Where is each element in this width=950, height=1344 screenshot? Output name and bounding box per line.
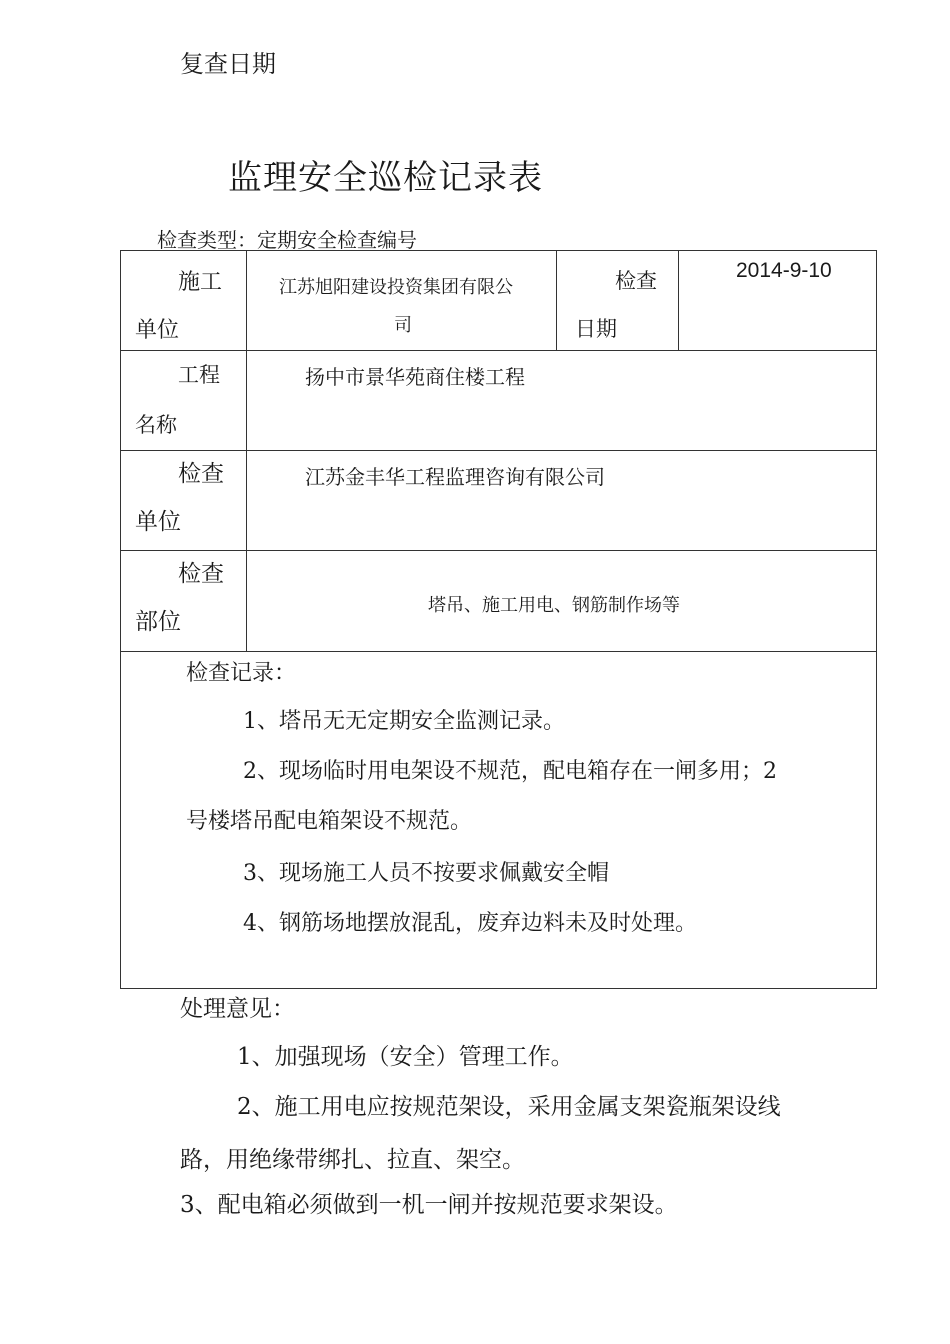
check-date-label-line1: 检查	[615, 269, 657, 293]
project-name-label-cell	[121, 351, 247, 451]
inspection-area-value: 塔吊、施工用电、钢筋制作场等	[428, 595, 680, 616]
record-item-2-line1: 2、现场临时用电架设不规范，配电箱存在一闸多用；2	[243, 759, 777, 784]
records-cell	[121, 652, 877, 989]
project-name-label-line1: 工程	[178, 363, 220, 387]
records-heading: 检查记录：	[186, 661, 297, 686]
inspection-type-line: 检查类型：定期安全检查编号	[157, 228, 417, 252]
construction-unit-label-line2: 单位	[135, 318, 180, 343]
opinion-item-2-line2: 路，用绝缘带绑扎、拉直、架空。	[180, 1147, 525, 1173]
inspection-area-value-cell	[247, 551, 877, 652]
records-row	[121, 652, 877, 989]
record-item-1: 1、塔吊无无定期安全监测记录。	[243, 709, 565, 734]
inspection-area-label-line1: 检查	[178, 561, 224, 587]
project-name-label-line2: 名称	[135, 413, 177, 437]
construction-unit-value-line1: 江苏旭阳建设投资集团有限公	[279, 277, 513, 298]
project-name-row	[121, 351, 877, 451]
opinion-item-1: 1、加强现场（安全）管理工作。	[237, 1044, 574, 1070]
record-item-3: 3、现场施工人员不按要求佩戴安全帽	[243, 861, 609, 886]
inspection-unit-label-cell	[121, 451, 247, 551]
project-name-value: 扬中市景华苑商住楼工程	[305, 365, 525, 389]
inspection-unit-value-cell	[247, 451, 877, 551]
inspection-unit-label-line2: 单位	[135, 509, 181, 535]
construction-unit-row	[121, 251, 877, 351]
inspection-area-label-line2: 部位	[135, 609, 181, 635]
check-date-value-cell	[679, 251, 877, 351]
opinion-heading: 处理意见：	[180, 996, 295, 1022]
opinion-item-3: 3、配电箱必须做到一机一闸并按规范要求架设。	[180, 1192, 678, 1218]
inspection-area-row	[121, 551, 877, 652]
construction-unit-value-cell	[247, 251, 557, 351]
inspection-unit-value: 江苏金丰华工程监理咨询有限公司	[305, 465, 605, 489]
construction-unit-value-line2: 司	[394, 315, 412, 336]
page-title: 监理安全巡检记录表	[228, 158, 543, 198]
check-date-value: 2014-9-10	[736, 259, 832, 282]
opinion-item-2-line1: 2、施工用电应按规范架设，采用金属支架瓷瓶架设线	[237, 1094, 781, 1120]
inspection-area-label-cell	[121, 551, 247, 652]
check-date-label-cell	[557, 251, 679, 351]
project-name-value-cell	[247, 351, 877, 451]
inspection-unit-row	[121, 451, 877, 551]
record-item-4: 4、钢筋场地摆放混乱，废弃边料未及时处理。	[243, 911, 697, 936]
construction-unit-label-cell	[121, 251, 247, 351]
inspection-form-table	[120, 250, 877, 989]
review-date-label: 复查日期	[180, 50, 276, 78]
record-item-2-line2: 号楼塔吊配电箱架设不规范。	[186, 809, 473, 834]
inspection-unit-label-line1: 检查	[178, 461, 224, 487]
construction-unit-label-line1: 施工	[178, 270, 223, 295]
check-date-label-line2: 日期	[575, 317, 617, 341]
